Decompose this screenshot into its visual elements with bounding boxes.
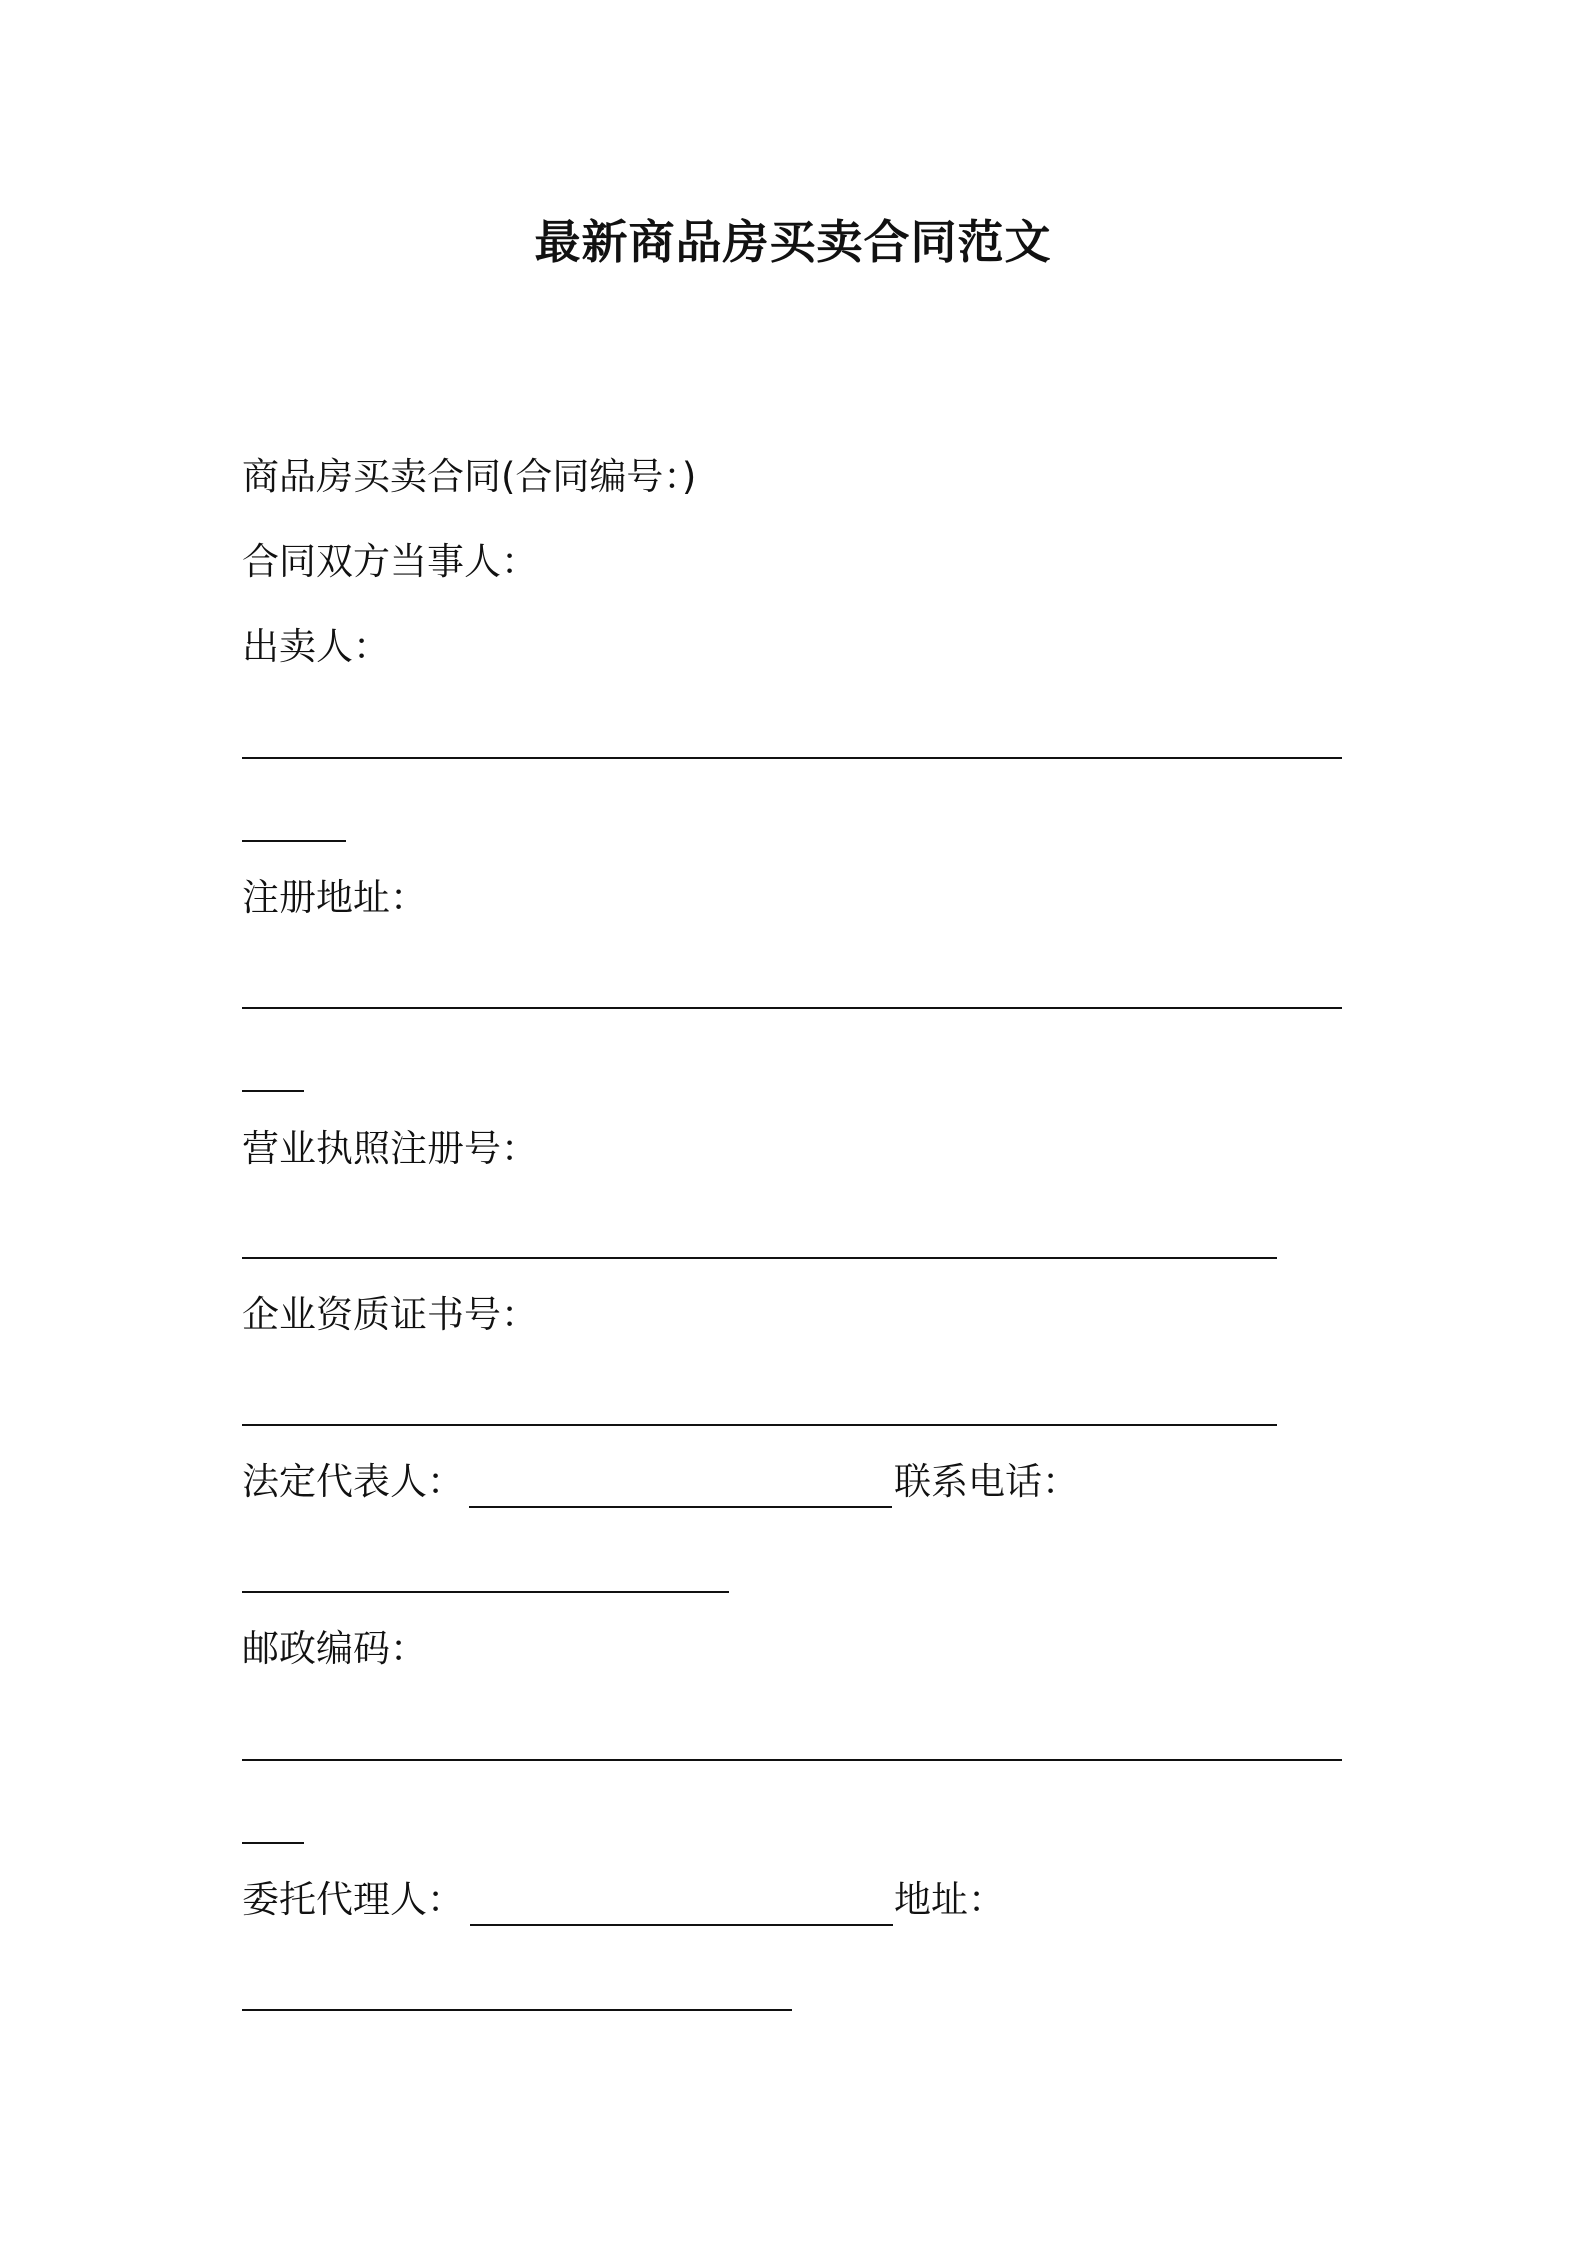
agent-blank-rule [470, 1924, 893, 1926]
registered-address-label: 注册地址： [242, 876, 427, 919]
qualification-certificate-blank-rule [242, 1424, 1277, 1426]
qualification-certificate-label: 企业资质证书号： [242, 1293, 538, 1336]
business-license-blank-rule [242, 1257, 1277, 1259]
seller-blank-rule [242, 757, 1342, 759]
address-label: 地址： [894, 1878, 1005, 1921]
seller-blank-rule-cont [242, 840, 346, 842]
registered-address-blank-rule-cont [242, 1090, 304, 1092]
parties-line: 合同双方当事人： [242, 540, 538, 583]
registered-address-blank-rule [242, 1007, 1342, 1009]
document-title: 最新商品房买卖合同范文 [534, 215, 1052, 269]
agent-label: 委托代理人： [242, 1878, 464, 1921]
address-blank-rule [242, 2009, 792, 2011]
phone-blank-rule [242, 1591, 729, 1593]
postcode-blank-rule [242, 1759, 1342, 1761]
seller-label: 出卖人： [242, 625, 390, 668]
contract-number-line: 商品房买卖合同(合同编号：) [242, 455, 697, 498]
postcode-label: 邮政编码： [242, 1627, 427, 1670]
postcode-blank-rule-cont [242, 1842, 304, 1844]
business-license-label: 营业执照注册号： [242, 1127, 538, 1170]
legal-representative-label: 法定代表人： [242, 1460, 464, 1503]
legal-representative-blank-rule [469, 1506, 892, 1508]
phone-label: 联系电话： [894, 1460, 1079, 1503]
